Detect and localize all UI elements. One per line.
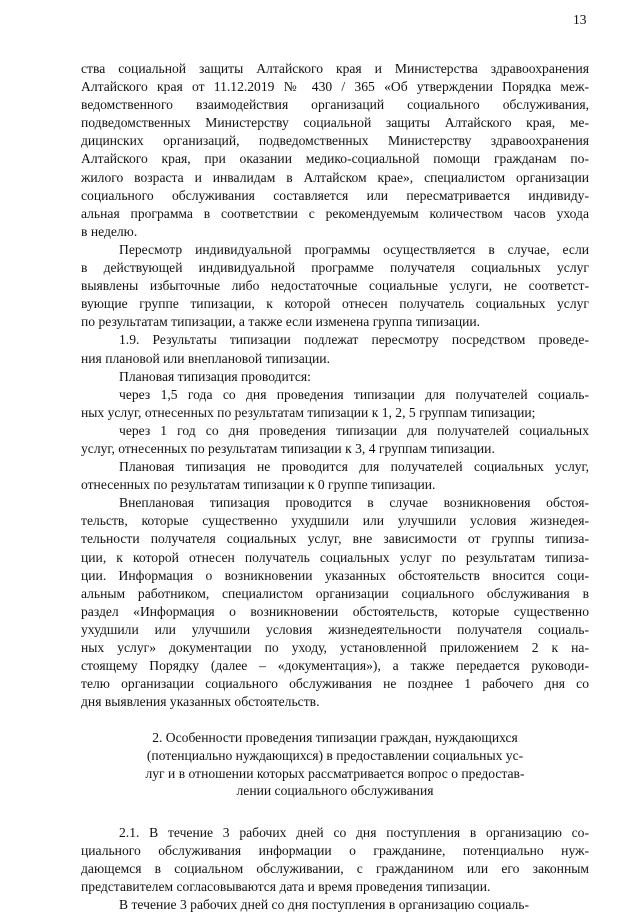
heading-line: (потенциально нуждающихся) в предоставлении социальных ус-: [146, 747, 524, 763]
text-line: В течение 3 рабочих дней со дня поступления в организацию социаль-: [119, 897, 530, 913]
text-line: тельности получателя социальных услуг, вне зависимости от группы типиза-: [81, 531, 589, 547]
text-line: дня выявления указанных обстоятельств.: [81, 694, 320, 710]
paragraph: [81, 60, 589, 241]
heading-spacer: [81, 800, 589, 824]
page-number: 13: [573, 12, 587, 27]
section-paragraphs-block: [81, 824, 589, 914]
text-line: Пересмотр индивидуальной программы осуществляется в случае, если: [119, 241, 589, 257]
text-line: в неделю.: [81, 223, 138, 239]
text-line: вующие группе типизации, к которой отнесен получатель социальных услуг: [81, 296, 589, 312]
heading-line: луг и в отношении которых рассматривается вопрос о предостав-: [145, 765, 525, 781]
paragraph: [81, 386, 589, 422]
paragraph: [81, 458, 589, 494]
text-line: через 1,5 года со дня проведения типизации для получателей социаль-: [119, 386, 589, 402]
text-line: жилого возраста и инвалидам в Алтайском крае», специалистом организации: [81, 169, 589, 185]
text-line: представителем согласовываются дата и время проведения типизации.: [81, 879, 491, 895]
text-line: тельств, которые существенно ухудшили или улучшили условия жизнедея-: [81, 513, 589, 529]
text-line: Алтайского края, при оказании медико-социальной помощи гражданам по-: [81, 151, 589, 167]
text-line: Алтайского края от 11.12.2019 № 430 / 365 «Об утверждении Порядка меж-: [81, 79, 589, 95]
text-line: ния плановой или внеплановой типизации.: [81, 350, 330, 366]
paragraph: [81, 331, 589, 367]
text-line: Внеплановая типизация проводится в случае возникновения обстоя-: [119, 495, 589, 511]
paragraph: [81, 494, 589, 711]
text-line: подведомственных Министерству социальной защиты Алтайского края, ме-: [81, 115, 589, 131]
text-line: Плановая типизация проводится:: [119, 368, 311, 384]
paragraph: [81, 824, 589, 896]
text-line: ных услуг, отнесенных по результатам типизации к 1, 2, 5 группам типизации;: [81, 404, 536, 420]
text-line: дицинских организаций, подведомственных Министерству здравоохранения: [81, 133, 589, 149]
text-line: телю организации социального обслуживания не позднее 1 рабочего дня со: [81, 676, 589, 692]
text-line: ведомственного взаимодействия организаций социального обслуживания,: [81, 97, 589, 113]
text-line: отнесенных по результатам типизации к 0 группе типизации.: [81, 477, 436, 493]
text-line: ухудшили или улучшили условия жизнедеятельности получателя социаль-: [81, 621, 589, 637]
text-line: ства социальной защиты Алтайского края и Министерства здравоохранения: [81, 61, 589, 76]
text-line: альным работником, специалистом организации социального обслуживания в: [81, 585, 589, 601]
text-line: услуг, отнесенных по результатам типизации к 3, 4 группам типизации.: [81, 440, 495, 456]
text-line: 1.9. Результаты типизации подлежат пересмотру посредством проведе-: [119, 332, 589, 348]
paragraph: [81, 896, 589, 914]
heading-line: 2. Особенности проведения типизации граждан, нуждающихся: [152, 730, 518, 746]
text-line: ных услуг» документации по уходу, установленной приложением 2 к на-: [81, 640, 589, 655]
text-line: ции, к которой отнесен получатель социальных услуг по результатам типиза-: [81, 549, 589, 565]
text-line: Плановая типизация не проводится для получателей социальных услуг,: [119, 459, 589, 475]
text-line: по результатам типизации, а также если изменена группа типизации.: [81, 314, 481, 330]
text-line: циального обслуживания информации о гражданине, потенциально нуж-: [81, 842, 589, 858]
text-line: социального обслуживания составляется или пересматривается индивиду-: [81, 187, 589, 203]
text-line: стоящему Порядку (далее – «документация»), а также передается руководи-: [81, 658, 589, 674]
section-heading: [81, 729, 589, 799]
text-line: альная программа в соответствии с рекомендуемым количеством часов ухода: [81, 205, 589, 221]
document-body: [81, 60, 589, 914]
text-line: выявлены избыточные либо недостаточные социальные услуги, не соответст-: [81, 278, 589, 294]
paragraph: [81, 241, 589, 331]
paragraph: [81, 368, 589, 386]
text-line: ции. Информация о возникновении указанных обстоятельств вносится соци-: [81, 567, 589, 583]
heading-line: лении социального обслуживания: [236, 783, 434, 799]
paragraph: [81, 422, 589, 458]
text-line: дающемся в социальном обслуживании, с гражданином или его законным: [81, 860, 589, 876]
paragraphs-block: [81, 60, 589, 711]
text-line: раздел «Информация о возникновении обстоятельств, которые существенно: [81, 603, 589, 619]
text-line: 2.1. В течение 3 рабочих дней со дня поступления в организацию со-: [119, 824, 589, 840]
text-line: через 1 год со дня проведения типизации для получателей социальных: [119, 422, 589, 438]
text-line: в действующей индивидуальной программе получателя социальных услуг: [81, 260, 589, 276]
